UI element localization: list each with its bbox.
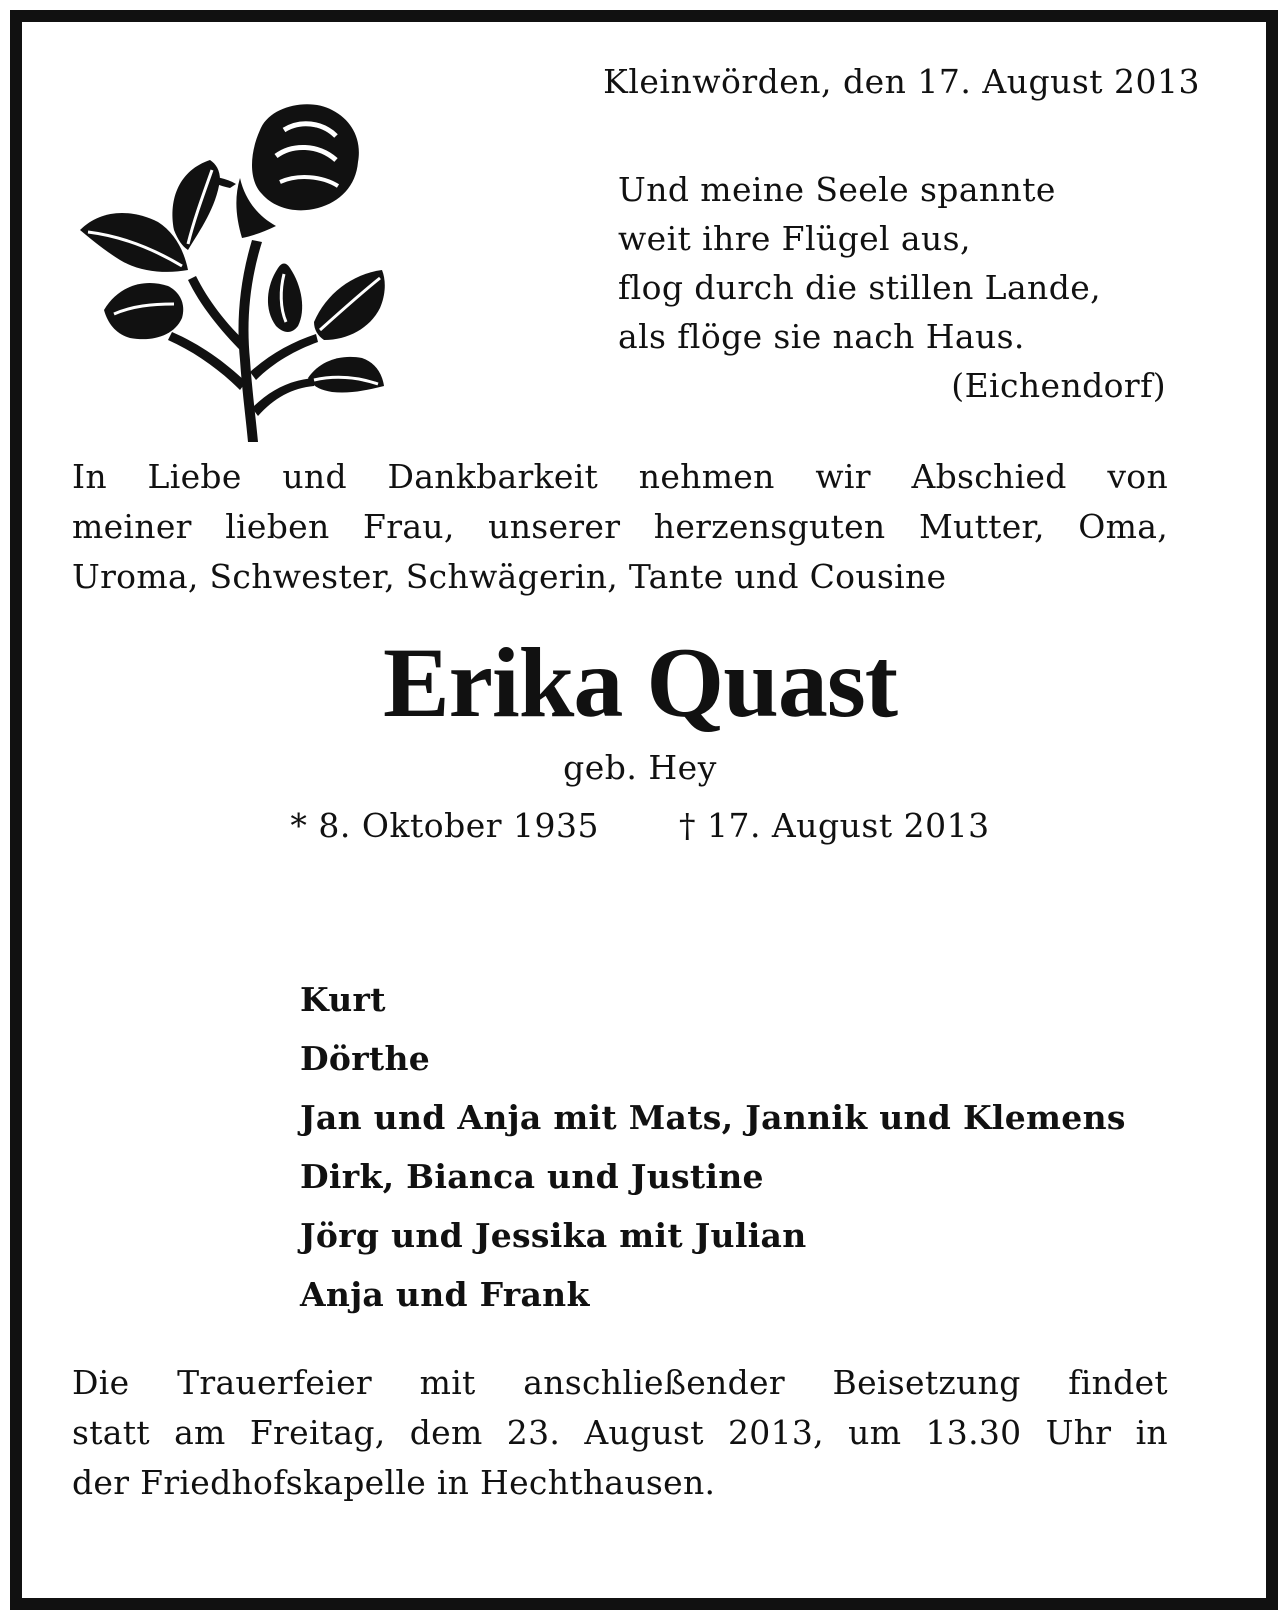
birth-name: geb. Hey [563, 748, 717, 787]
poem [618, 165, 1166, 410]
service-line: der Friedhofskapelle in Hechthausen. [72, 1463, 716, 1502]
intro-line: meiner lieben Frau, unserer herzensguten Mutter, Oma, [72, 507, 1168, 546]
family-member: Dirk, Bianca und Justine [300, 1157, 764, 1196]
service-line: Die Trauerfeier mit anschließender Beisetzung findet [72, 1363, 1168, 1402]
poem-line: weit ihre Flügel aus, [618, 219, 971, 258]
family-member: Jörg und Jessika mit Julian [300, 1216, 807, 1255]
poem-author: (Eichendorf) [951, 366, 1166, 405]
poem-line: Und meine Seele spannte [618, 170, 1056, 209]
deceased-name: Erika Quast [382, 627, 898, 738]
family-member: Anja und Frank [300, 1275, 590, 1314]
family-member: Dörthe [300, 1039, 431, 1078]
place-date: Kleinwörden, den 17. August 2013 [603, 62, 1200, 101]
poem-line: als flöge sie nach Haus. [618, 317, 1025, 356]
birth-date: * 8. Oktober 1935 [290, 806, 599, 845]
service-line: statt am Freitag, dem 23. August 2013, um 13.30 Uhr in [72, 1413, 1168, 1452]
poem-line: flog durch die stillen Lande, [618, 268, 1102, 307]
death-date: † 17. August 2013 [678, 806, 990, 845]
intro-line: In Liebe und Dankbarkeit nehmen wir Abschied von [72, 457, 1168, 496]
life-dates [0, 806, 1280, 845]
family-member: Kurt [300, 980, 386, 1019]
family-list [300, 970, 1180, 1324]
intro-text [72, 452, 1168, 602]
family-member: Jan und Anja mit Mats, Jannik und Klemens [300, 1098, 1126, 1137]
intro-line: Uroma, Schwester, Schwägerin, Tante und Cousine [72, 557, 947, 596]
rose-icon [70, 90, 410, 460]
service-info [72, 1358, 1168, 1508]
